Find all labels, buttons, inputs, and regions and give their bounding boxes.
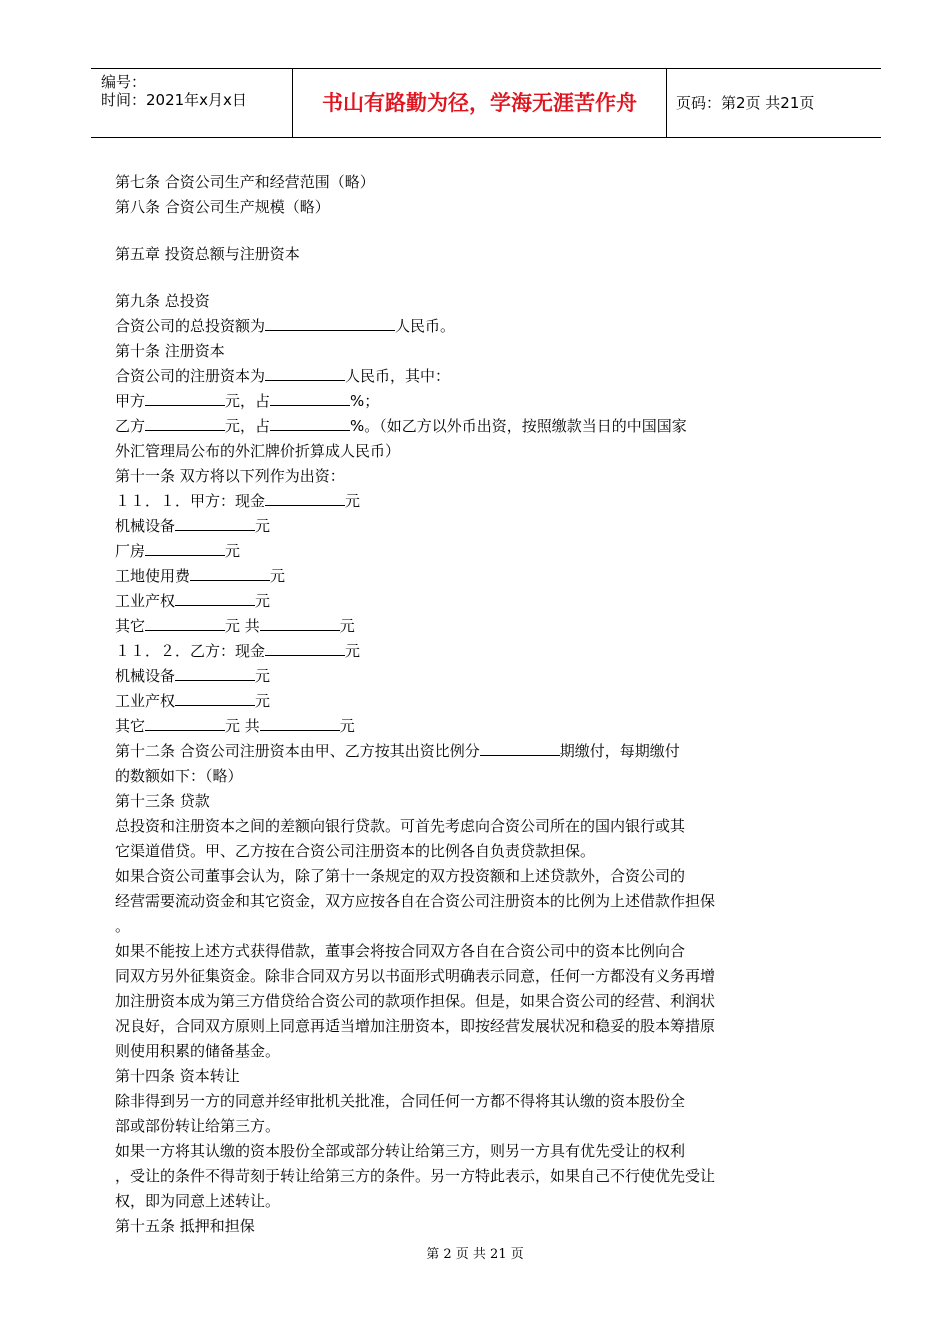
text-segment: 的数额如下：（略）: [115, 767, 243, 785]
text-segment: 。: [115, 917, 131, 935]
text-line: [115, 464, 755, 489]
text-line: [115, 539, 755, 564]
text-segment: 第十五条 抵押和担保: [115, 1217, 255, 1235]
text-segment: 总投资和注册资本之间的差额向银行贷款。可首先考虑向合资公司所在的国内银行或其: [115, 817, 686, 835]
text-line: [115, 489, 755, 514]
text-line: [115, 314, 755, 339]
text-line: [115, 664, 755, 689]
text-segment: 厂房: [115, 542, 146, 560]
blank-underline: [175, 689, 255, 706]
text-segment: 同双方另外征集资金。除非合同双方另以书面形式明确表示同意，任何一方都没有义务再增: [115, 967, 716, 985]
text-line: [115, 364, 755, 389]
text-segment: 元，占: [225, 417, 271, 435]
text-line: [115, 1139, 755, 1164]
text-segment: 它渠道借贷。甲、乙方按在合资公司注册资本的比例各自负责贷款担保。: [115, 842, 596, 860]
text-segment: 第十条 注册资本: [115, 342, 225, 360]
text-segment: 第七条 合资公司生产和经营范围（略）: [115, 173, 375, 191]
text-line: [115, 1214, 755, 1239]
text-segment: 工业产权: [115, 592, 176, 610]
text-segment: 甲方: [115, 392, 146, 410]
text-segment: %。（如乙方以外币出资，按照缴款当日的中国国家: [350, 417, 687, 435]
text-line: [115, 1164, 755, 1189]
page-footer: 第 2 页 共 21 页: [426, 1247, 524, 1262]
text-segment: 元: [270, 567, 286, 585]
text-segment: 元: [339, 617, 355, 635]
text-line: [115, 1114, 755, 1139]
text-line: [115, 1089, 755, 1114]
text-line: [115, 889, 755, 914]
text-segment: 其它: [115, 617, 146, 635]
text-segment: 经营需要流动资金和其它资金，双方应按各自在合资公司注册资本的比例为上述借款作担保: [115, 892, 716, 910]
blank-underline: [270, 414, 350, 431]
text-line: [115, 989, 755, 1014]
text-line: [115, 589, 755, 614]
document-body: [115, 170, 755, 1239]
text-segment: 第十三条 贷款: [115, 792, 210, 810]
blank-underline: [265, 639, 345, 656]
text-segment: 元: [255, 592, 271, 610]
blank-underline: [480, 739, 560, 756]
text-line: [115, 267, 755, 289]
text-line: [115, 864, 755, 889]
text-segment: 如果一方将其认缴的资本股份全部或部分转让给第三方，则另一方具有优先受让的权利: [115, 1142, 686, 1160]
blank-underline: [265, 314, 395, 331]
text-line: [115, 514, 755, 539]
text-segment: 机械设备: [115, 517, 176, 535]
blank-underline: [260, 614, 340, 631]
page-header: [91, 68, 881, 138]
text-segment: 第十一条 双方将以下列作为出资：: [115, 467, 345, 485]
text-segment: 第十四条 资本转让: [115, 1067, 240, 1085]
document-number-label: 编号：: [101, 73, 147, 91]
text-segment: %；: [350, 392, 380, 410]
text-segment: １１．２．乙方：现金: [115, 642, 266, 660]
text-segment: 第十二条 合资公司注册资本由甲、乙方按其出资比例分: [115, 742, 480, 760]
text-segment: 除非得到另一方的同意并经审批机关批准，合同任何一方都不得将其认缴的资本股份全: [115, 1092, 686, 1110]
text-segment: 元: [255, 667, 271, 685]
text-line: [115, 414, 755, 439]
text-segment: 其它: [115, 717, 146, 735]
blank-underline: [265, 364, 345, 381]
text-line: [115, 439, 755, 464]
text-segment: 期缴付，每期缴付: [559, 742, 680, 760]
text-line: [115, 389, 755, 414]
text-segment: 外汇管理局公布的外汇牌价折算成人民币）: [115, 442, 401, 460]
text-line: [115, 789, 755, 814]
text-segment: 元: [255, 517, 271, 535]
text-segment: 部或部份转让给第三方。: [115, 1117, 281, 1135]
text-segment: 工地使用费: [115, 567, 191, 585]
text-segment: 人民币。: [395, 317, 456, 335]
blank-underline: [145, 539, 225, 556]
header-info-cell: [91, 69, 292, 137]
text-line: [115, 289, 755, 314]
text-segment: 元: [345, 642, 361, 660]
text-segment: 机械设备: [115, 667, 176, 685]
text-line: [115, 689, 755, 714]
blank-underline: [190, 564, 270, 581]
text-segment: 元: [255, 692, 271, 710]
text-line: [115, 1014, 755, 1039]
blank-underline: [270, 389, 350, 406]
blank-underline: [145, 414, 225, 431]
document-time-label: 时间：2021年x月x日: [101, 91, 247, 109]
text-line: [115, 639, 755, 664]
text-segment: 元 共: [225, 617, 260, 635]
text-line: [115, 914, 755, 939]
text-line: [115, 242, 755, 267]
blank-underline: [175, 514, 255, 531]
blank-underline: [145, 614, 225, 631]
text-segment: 工业产权: [115, 692, 176, 710]
text-segment: 则使用积累的储备基金。: [115, 1042, 281, 1060]
text-line: [115, 1064, 755, 1089]
text-segment: 第八条 合资公司生产规模（略）: [115, 198, 330, 216]
blank-underline: [265, 489, 345, 506]
text-segment: 元: [345, 492, 361, 510]
text-segment: 合资公司的总投资额为: [115, 317, 266, 335]
text-line: [115, 739, 755, 764]
text-segment: 况良好，合同双方原则上同意再适当增加注册资本，即按经营发展状况和稳妥的股本筹措原: [115, 1017, 716, 1035]
header-page-label: 页码：第2页 共21页: [676, 94, 815, 112]
text-line: [115, 614, 755, 639]
text-line: [115, 170, 755, 195]
blank-underline: [145, 714, 225, 731]
text-segment: 元: [339, 717, 355, 735]
text-line: [115, 1039, 755, 1064]
text-segment: 第九条 总投资: [115, 292, 210, 310]
text-segment: 乙方: [115, 417, 146, 435]
text-segment: 如果合资公司董事会认为，除了第十一条规定的双方投资额和上述贷款外，合资公司的: [115, 867, 686, 885]
text-line: [115, 814, 755, 839]
text-segment: 元 共: [225, 717, 260, 735]
text-segment: 加注册资本成为第三方借贷给合资公司的款项作担保。但是，如果合资公司的经营、利润状: [115, 992, 716, 1010]
text-line: [115, 714, 755, 739]
header-motto: 书山有路勤为径，学海无涯苦作舟: [322, 90, 637, 115]
blank-underline: [145, 389, 225, 406]
text-line: [115, 220, 755, 242]
header-page-cell: [666, 69, 881, 137]
blank-underline: [175, 589, 255, 606]
text-line: [115, 195, 755, 220]
header-motto-cell: [292, 69, 667, 137]
text-segment: 元，占: [225, 392, 271, 410]
text-line: [115, 764, 755, 789]
text-segment: 人民币，其中：: [345, 367, 451, 385]
text-segment: ，受让的条件不得苛刻于转让给第三方的条件。另一方特此表示，如果自己不行使优先受让: [115, 1167, 716, 1185]
text-line: [115, 839, 755, 864]
blank-underline: [260, 714, 340, 731]
text-line: [115, 939, 755, 964]
text-line: [115, 564, 755, 589]
text-segment: １１．１．甲方：现金: [115, 492, 266, 510]
text-line: [115, 964, 755, 989]
text-segment: 合资公司的注册资本为: [115, 367, 266, 385]
text-line: [115, 339, 755, 364]
text-segment: 权，即为同意上述转让。: [115, 1192, 281, 1210]
blank-underline: [175, 664, 255, 681]
text-segment: 元: [225, 542, 241, 560]
text-line: [115, 1189, 755, 1214]
text-segment: 如果不能按上述方式获得借款，董事会将按合同双方各自在合资公司中的资本比例向合: [115, 942, 686, 960]
text-segment: 第五章 投资总额与注册资本: [115, 245, 300, 263]
